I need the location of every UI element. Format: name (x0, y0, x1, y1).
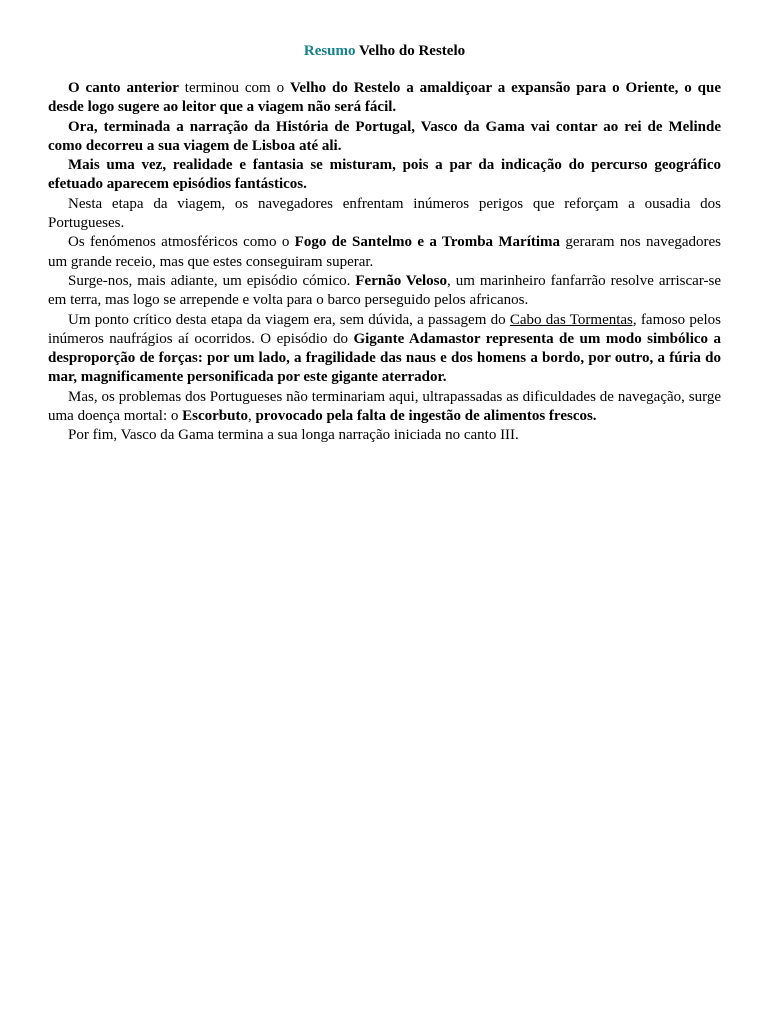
paragraph (48, 233, 721, 272)
paragraph (48, 118, 721, 157)
bold-text-run: Ora, terminada a narração da História de Portugal, Vasco da Gama vai contar ao rei de Melinde como decorreu a sua viagem de Lisboa até ali. (48, 118, 721, 154)
text-run: Mas, os problemas dos Portugueses não terminariam aqui, ultrapassadas as dificuldades de navegação, surge uma doença mortal: o (48, 388, 721, 425)
title-text: Velho do Restelo (355, 43, 466, 59)
text-run: Um ponto crítico desta etapa da viagem era, sem dúvida, a passagem do (68, 311, 510, 328)
paragraph (48, 272, 721, 311)
title-accent: Resumo (303, 43, 356, 59)
paragraph (48, 156, 721, 195)
bold-text-run: Fogo de Santelmo e a Tromba Marítima (294, 234, 561, 251)
paragraph (48, 79, 721, 118)
text-run: geraram nos navegadores um grande receio, mas que estes conseguiram superar. (48, 234, 722, 270)
paragraph (48, 195, 721, 234)
text-run: famoso pelos inúmeros naufrágios aí ocorridos. O episódio do (48, 311, 721, 347)
bold-text-run: Velho do Restelo a amaldiçoar a expansão para o Oriente, o que desde logo sugere ao leitor que a viagem não será fácil. (48, 80, 722, 116)
bold-text-run: O canto anterior (68, 80, 179, 96)
bold-text-run: Fernão Veloso (355, 272, 448, 289)
text-run: , (247, 408, 256, 425)
text-run: Por fim, Vasco da Gama termina a sua longa narração iniciada no canto III. (68, 427, 519, 444)
underlined-text-run: Cabo das Tormentas, (509, 311, 637, 328)
bold-text-run: provocado pela falta de ingestão de alimentos frescos. (255, 408, 597, 425)
text-run: Surge-nos, mais adiante, um episódio cómico. (68, 272, 356, 289)
text-run: Os fenómenos atmosféricos como o (68, 234, 295, 251)
paragraph (48, 311, 721, 388)
paragraph (48, 388, 721, 427)
paragraph (48, 426, 721, 445)
document-page (48, 40, 721, 446)
text-run: terminou com o (178, 80, 290, 96)
document-title (48, 40, 721, 62)
bold-text-run: Gigante Adamastor representa de um modo simbólico a desproporção de forças: por um lado, a fragilidade das naus e dos homens a bordo, por outro, a fúria do mar, magnificamente personificada por este gigante aterrador. (48, 330, 722, 386)
document-body (48, 79, 721, 446)
bold-text-run: Mais uma vez, realidade e fantasia se misturam, pois a par da indicação do percurso geográfico efetuado aparecem episódios fantásticos. (48, 157, 721, 193)
text-run: Nesta etapa da viagem, os navegadores enfrentam inúmeros perigos que reforçam a ousadia dos Portugueses. (48, 195, 721, 232)
text-run: , um marinheiro fanfarrão resolve arriscar-se em terra, mas logo se arrepende e volta para o barco perseguido pelos africanos. (48, 272, 722, 309)
bold-text-run: Escorbuto (182, 408, 248, 425)
